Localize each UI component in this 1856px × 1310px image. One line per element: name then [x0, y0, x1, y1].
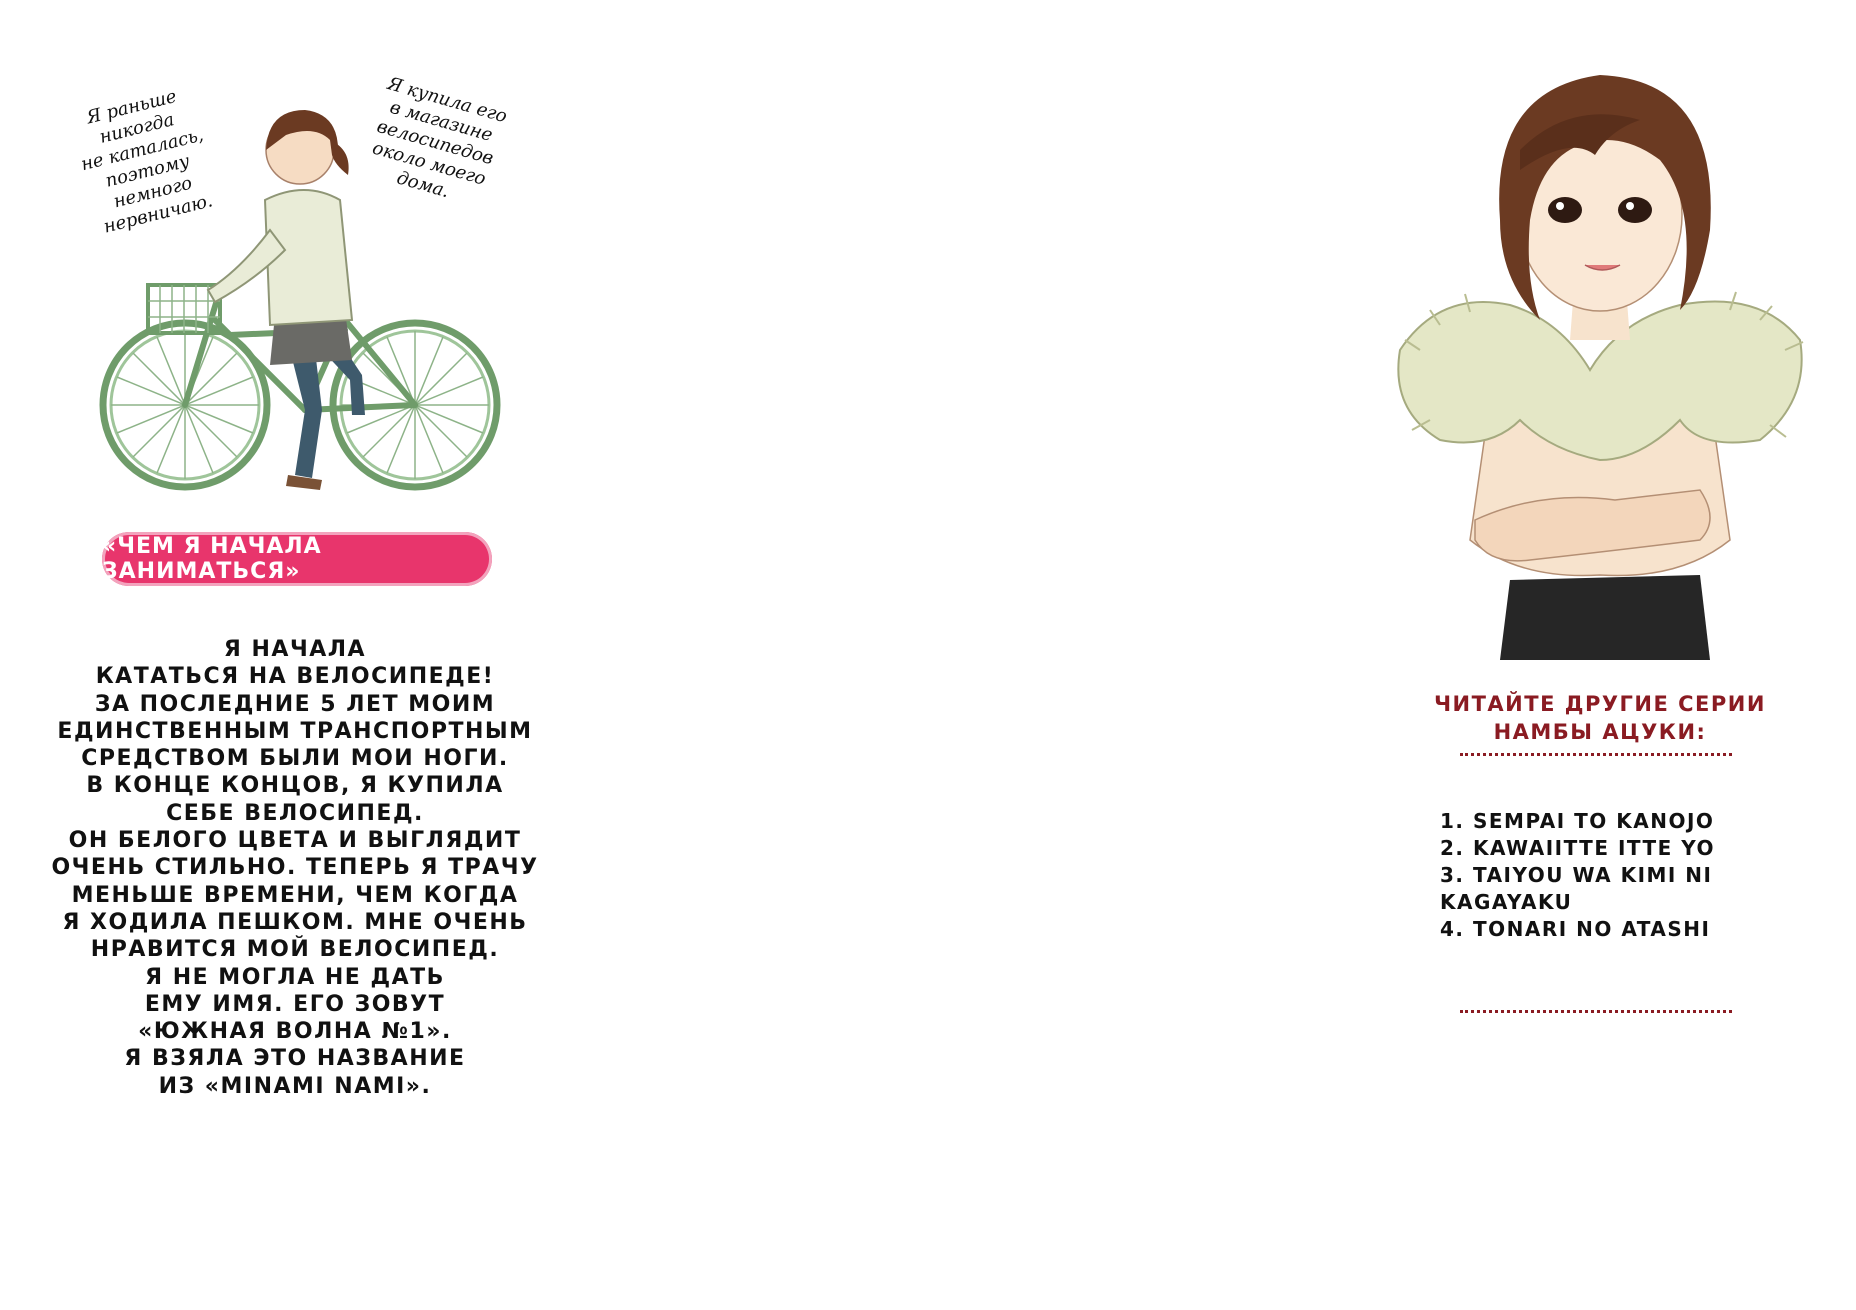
dotted-divider-top — [1460, 753, 1732, 756]
handwritten-note-bike-shop: Я купила его в магазине велосипедов около моего дома. — [370, 73, 510, 203]
essay-line: ОН БЕЛОГО ЦВЕТА И ВЫГЛЯДИТ — [68, 828, 522, 854]
essay-line: ОЧЕНЬ СТИЛЬНО. ТЕПЕРЬ Я ТРАЧУ — [51, 855, 539, 881]
essay-line: КАТАТЬСЯ НА ВЕЛОСИПЕДЕ! — [95, 664, 495, 690]
woman-portrait-illustration — [1380, 20, 1820, 660]
essay-text — [30, 636, 560, 1100]
essay-line: ЕДИНСТВЕННЫМ ТРАНСПОРТНЫМ — [57, 718, 533, 744]
essay-line: Я НАЧАЛА — [223, 637, 367, 662]
essay-line: ИЗ «MINAMI NAMI». — [158, 1073, 432, 1099]
handwritten-note-nervous: Я раньше никогда не каталась, поэтому немного нервничаю. — [78, 85, 215, 238]
series-item: 2. KAWAIITTE ITTE YO — [1440, 836, 1716, 860]
essay-line: В КОНЦЕ КОНЦОВ, Я КУПИЛА — [86, 773, 504, 799]
essay-line: Я ХОДИЛА ПЕШКОМ. МНЕ ОЧЕНЬ — [62, 909, 528, 935]
series-item: 3. TAIYOU WA KIMI NI — [1440, 863, 1713, 887]
dotted-divider-bottom — [1460, 1010, 1732, 1013]
essay-line: ЗА ПОСЛЕДНИЕ 5 ЛЕТ МОИМ — [94, 691, 496, 717]
other-series-heading — [1400, 690, 1800, 746]
series-list — [1440, 808, 1770, 943]
essay-line: НРАВИТСЯ МОЙ ВЕЛОСИПЕД. — [90, 937, 500, 963]
series-item: 4. TONARI NO ATASHI — [1440, 917, 1711, 941]
essay-line: ЕМУ ИМЯ. ЕГО ЗОВУТ — [144, 991, 446, 1017]
section-title-text: «ЧЕМ Я НАЧАЛА ЗАНИМАТЬСЯ» — [102, 534, 322, 584]
heading-line: НАМБЫ АЦУКИ: — [1493, 720, 1707, 744]
essay-line: Я ВЗЯЛА ЭТО НАЗВАНИЕ — [124, 1046, 466, 1072]
section-title-pill — [102, 532, 492, 586]
heading-line: ЧИТАЙТЕ ДРУГИЕ СЕРИИ — [1434, 692, 1766, 716]
essay-line: СРЕДСТВОМ БЫЛИ МОИ НОГИ. — [81, 746, 509, 772]
series-item: 1. SEMPAI TO KANOJO — [1440, 809, 1715, 833]
essay-line: Я НЕ МОГЛА НЕ ДАТЬ — [145, 964, 445, 990]
series-item: KAGAYAKU — [1440, 890, 1573, 914]
essay-line: «ЮЖНАЯ ВОЛНА №1». — [138, 1019, 452, 1045]
essay-line: МЕНЬШЕ ВРЕМЕНИ, ЧЕМ КОГДА — [71, 882, 519, 908]
essay-line: СЕБЕ ВЕЛОСИПЕД. — [166, 800, 424, 826]
